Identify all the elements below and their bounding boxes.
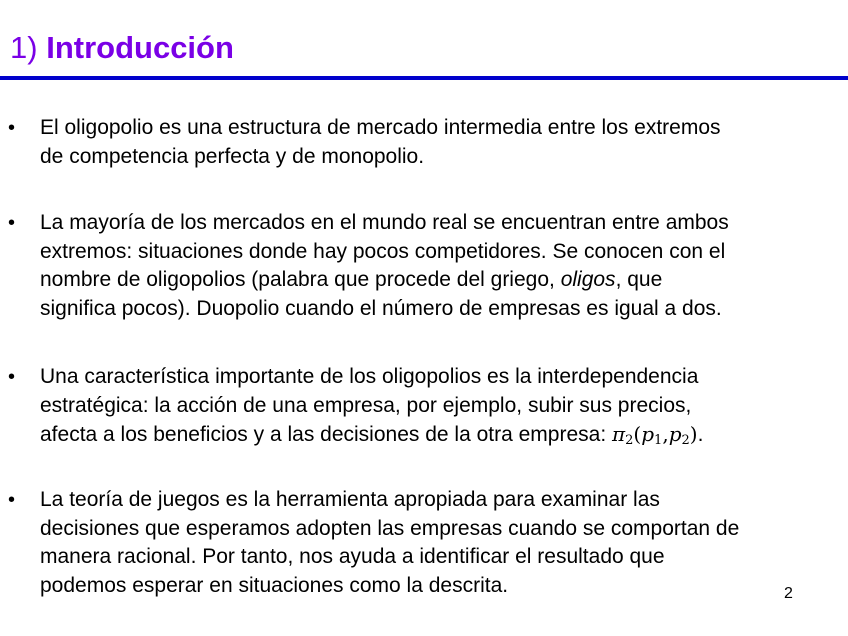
- bullet-line: decisiones que esperamos adopten las empresas cuando se comportan de: [40, 516, 740, 540]
- bullet-icon: •: [8, 117, 16, 139]
- bullet-line: extremos: situaciones donde hay pocos competidores. Se conocen con el: [40, 239, 726, 263]
- title-text: Introducción: [46, 30, 234, 65]
- bullet-line: estratégica: la acción de una empresa, por ejemplo, subir sus precios,: [40, 393, 692, 417]
- bullet-line: significa pocos). Duopolio cuando el número de empresas es igual a dos.: [40, 296, 722, 320]
- bullet-line: nombre de oligopolios (palabra que procede del griego,: [40, 268, 561, 291]
- bullet-line: afecta a los beneficios y a las decisiones de la otra empresa:: [40, 423, 612, 446]
- profit-formula: $\pi_2(p_1,p_2)$: [611, 422, 698, 448]
- title-divider: [0, 76, 848, 80]
- italic-term: oligos: [560, 268, 616, 291]
- bullet-line: La mayoría de los mercados en el mundo real se encuentran entre ambos: [40, 211, 729, 234]
- bullet-text: [40, 486, 840, 600]
- bullet-line: , que: [615, 268, 663, 291]
- title-number: 1): [10, 30, 38, 65]
- bullet-line: de competencia perfecta y de monopolio.: [40, 144, 425, 168]
- bullet-text: [40, 209, 840, 323]
- bullet-icon: •: [8, 212, 16, 234]
- bullet-line: podemos esperar en situaciones como la descrita.: [40, 573, 509, 597]
- bullet-text: [40, 363, 840, 456]
- bullet-line-end: .: [697, 423, 704, 446]
- bullet-icon: •: [8, 489, 16, 511]
- bullet-line: La teoría de juegos es la herramienta apropiada para examinar las: [40, 488, 660, 511]
- bullet-icon: •: [8, 366, 16, 388]
- page-number: 2: [784, 585, 793, 602]
- bullet-text: [40, 114, 840, 171]
- bullet-line: El oligopolio es una estructura de mercado intermedia entre los extremos: [40, 116, 721, 139]
- slide-title: [10, 28, 234, 68]
- bullet-line: Una característica importante de los oligopolios es la interdependencia: [40, 365, 699, 388]
- bullet-line: manera racional. Por tanto, nos ayuda a identificar el resultado que: [40, 545, 665, 568]
